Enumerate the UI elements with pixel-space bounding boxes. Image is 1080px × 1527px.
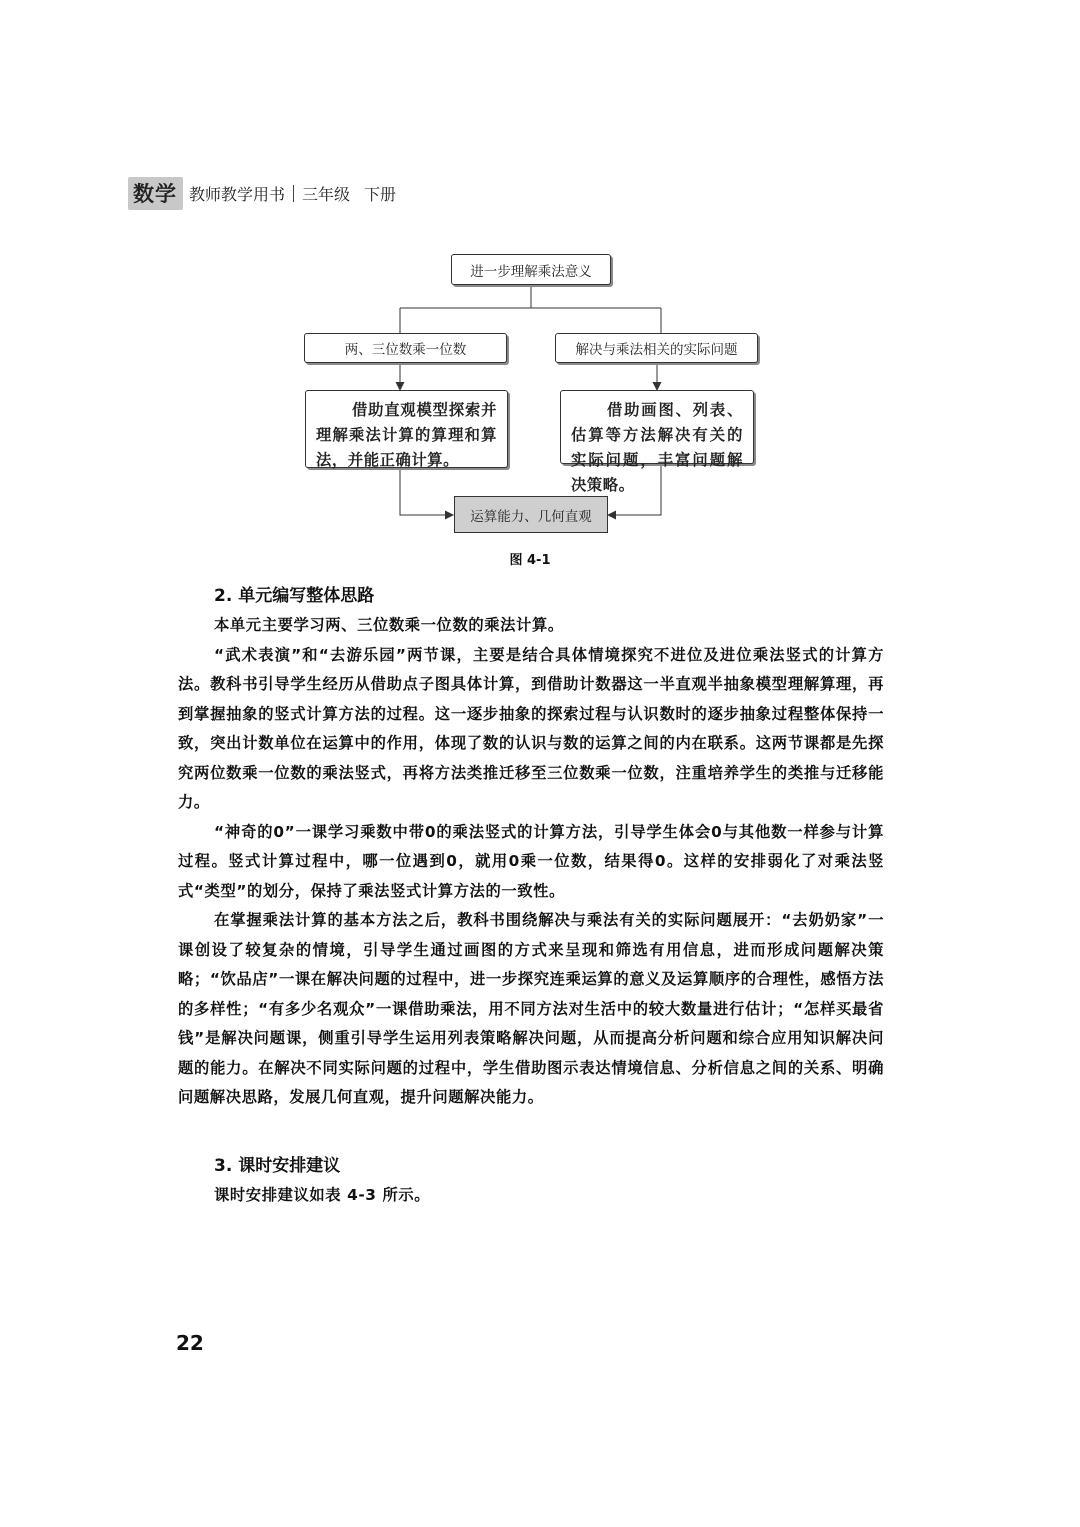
section-3-paragraph: 课时安排建议如表 4-3 所示。 — [214, 1186, 431, 1204]
diagram-box-top: 进一步理解乘法意义 — [451, 254, 611, 285]
diagram-box-bottom: 运算能力、几何直观 — [454, 496, 608, 533]
diagram-box-left-detail: 借助直观模型探索并理解乘法计算的算理和算法，并能正确计算。 — [305, 390, 508, 468]
section-2-paragraph: 在掌握乘法计算的基本方法之后，教科书围绕解决与乘法有关的实际问题展开：“去奶奶家”一课创设了较复杂的情境，引导学生通过画图的方式来呈现和筛选有用信息，进而形成问题解决策略；“饮品店”一课在解决问题的过程中，进一步探究连乘运算的意义及运算顺序的合理性，感悟方法的多样性；“有多少名观众”一课借助乘法，用不同方法对生活中的较大数量进行估计；“怎样买最省钱”是解决问题课，侧重引导学生运用列表策略解决问题，从而提高分析问题和综合应用知识解决问题的能力。在解决不同实际问题的过程中，学生借助图示表达情境信息、分析信息之间的关系、明确问题解决思路，发展几何直观，提升问题解决能力。 — [178, 911, 884, 1106]
diagram-box-left-branch: 两、三位数乘一位数 — [304, 333, 507, 363]
section-3-heading: 3. 课时安排建议 — [214, 1156, 341, 1176]
section-3 — [178, 1152, 884, 1211]
diagram-connectors — [0, 0, 1080, 580]
grade-label: 三年级 — [302, 184, 351, 204]
subject-logo: 数学 — [128, 177, 183, 210]
section-2-paragraph: “武术表演”和“去游乐园”两节课，主要是结合具体情境探究不进位及进位乘法竖式的计算方法。教科书引导学生经历从借助点子图具体计算，到借助计数器这一半直观半抽象模型理解算理，再到掌握抽象的竖式计算方法的过程。这一逐步抽象的探索过程与认识数时的逐步抽象过程整体保持一致，突出计数单位在运算中的作用，体现了数的认识与数的运算之间的内在联系。这两节课都是先探究两位数乘一位数的乘法竖式，再将方法类推迁移至三位数乘一位数，注重培养学生的类推与迁移能力。 — [178, 645, 884, 811]
section-2 — [178, 582, 884, 1113]
diagram-box-right-detail: 借助画图、列表、估算等方法解决有关的实际问题，丰富问题解决策略。 — [560, 390, 754, 464]
figure-caption: 图 4-1 — [509, 553, 551, 568]
flow-diagram — [0, 0, 1080, 580]
volume-label: 下册 — [364, 184, 397, 204]
arrow-left-to-bottom — [400, 468, 453, 515]
section-2-heading: 2. 单元编写整体思路 — [214, 586, 375, 606]
page-number: 22 — [176, 1331, 204, 1355]
section-2-paragraph: 本单元主要学习两、三位数乘一位数的乘法计算。 — [214, 616, 564, 634]
diagram-box-right-branch: 解决与乘法相关的实际问题 — [555, 333, 758, 363]
book-title: 教师教学用书 — [189, 184, 286, 204]
section-2-paragraph: “神奇的0”一课学习乘数中带0的乘法竖式的计算方法，引导学生体会0与其他数一样参与计算过程。竖式计算过程中，哪一位遇到0，就用0乘一位数，结果得0。这样的安排弱化了对乘法竖式“类型”的划分，保持了乘法竖式计算方法的一致性。 — [178, 822, 884, 900]
